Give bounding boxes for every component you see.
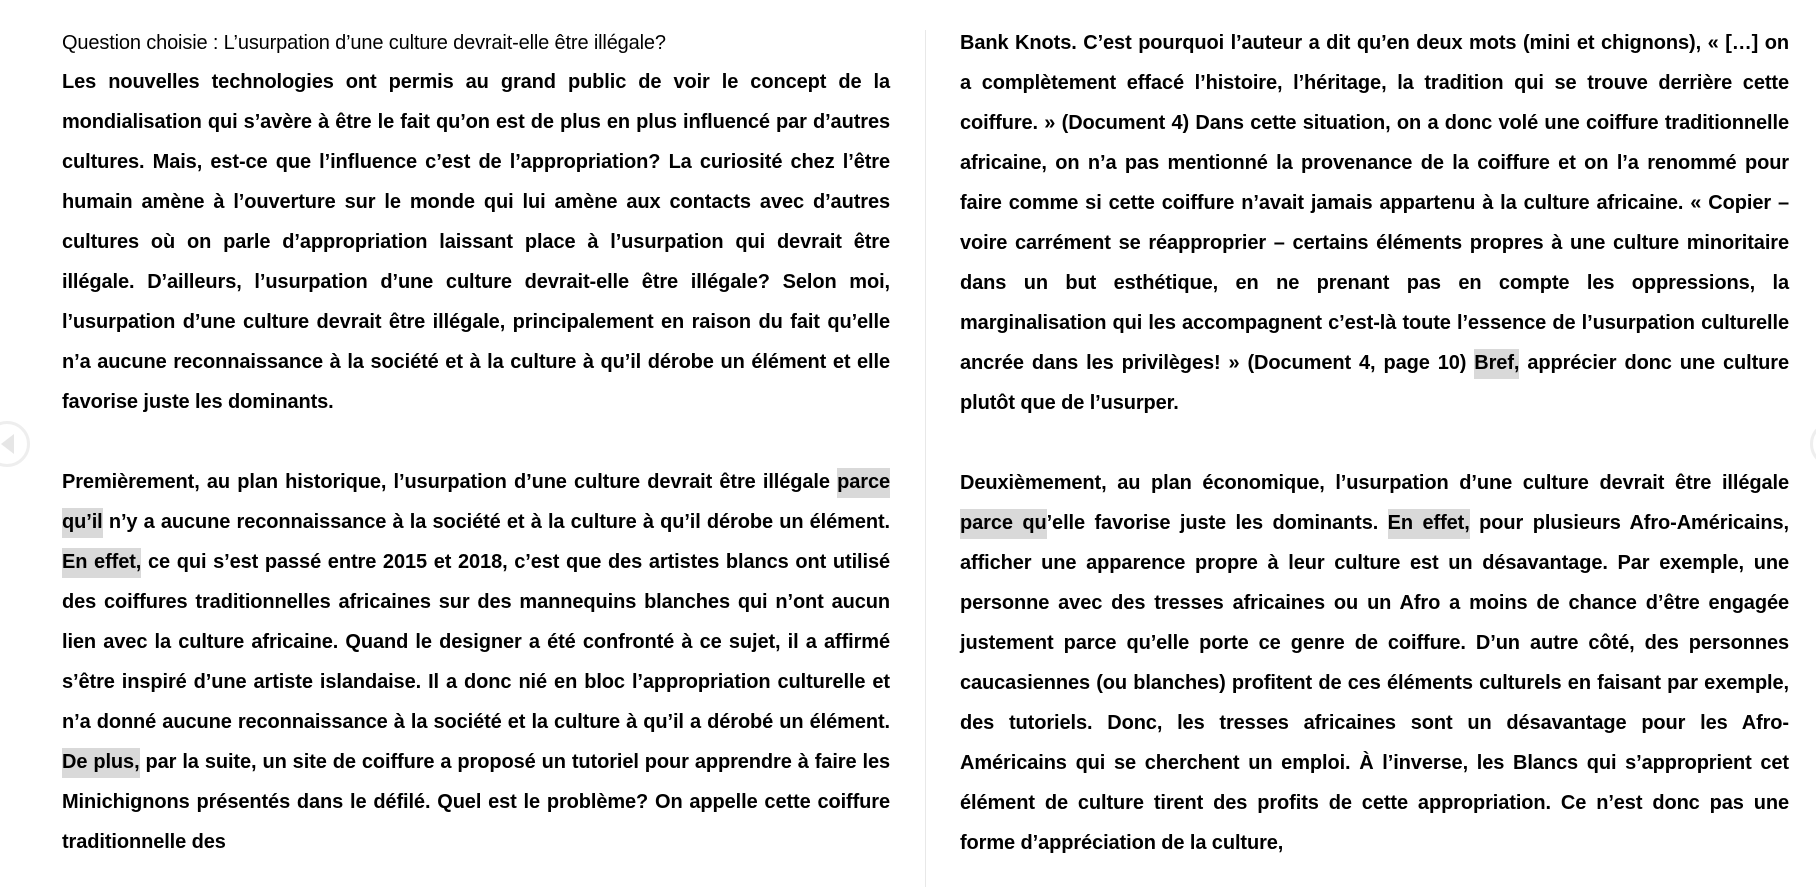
intro-paragraph (62, 62, 890, 422)
next-page-button[interactable] (1810, 421, 1816, 467)
highlighted-connector-phrase: De plus, (62, 748, 140, 778)
paragraph-text: Premièrement, au plan historique, l’usurpation d’une culture devrait être illégale (62, 471, 838, 493)
highlighted-connector-phrase: parce qu (960, 509, 1047, 539)
paragraph-text: Les nouvelles technologies ont permis au grand public de voir le concept de la mondialisation qui s’avère à être le fait qu’on est de plus en plus influencé par d’autres cultures. Mais, est-ce que l’influence c’est de l’appropriation? La curiosité chez l’être humain amène à l’ouverture sur le monde qui lui amène aux contacts avec d’autres cultures où on parle d’appropriation laissant place à l’usurpation qui devrait être illégale. D’ailleurs, l’usurpation d’une culture devrait-elle être illégale? Selon moi, l’usurpation d’une culture devrait être illégale, principalement en raison du fait qu’elle n’a aucune reconnaissance à la société et à la culture à qu’il dérobe un élément et elle favorise juste les dominants. (62, 71, 890, 413)
right-page (960, 28, 1789, 863)
page-gutter-divider (925, 30, 926, 887)
highlighted-connector-phrase: En effet, (1388, 509, 1470, 539)
first-argument-continuation-paragraph (960, 23, 1789, 423)
previous-page-button[interactable] (0, 421, 30, 467)
highlighted-connector-phrase: Bref, (1474, 349, 1519, 379)
paragraph-text: Deuxièmement, au plan économique, l’usurpation d’une culture devrait être illégale (960, 472, 1789, 494)
left-page (62, 28, 890, 862)
paragraph-text: par la suite, un site de coiffure a proposé un tutoriel pour apprendre à faire les Minichignons présentés dans le défilé. Quel est le problème? On appelle cette coiffure traditionnelle des (62, 751, 890, 853)
paragraph-text: pour plusieurs Afro-Américains, afficher une apparence propre à leur culture est un désavantage. Par exemple, une personne avec des tresses africaines ou un Afro a moins de chance d’être engagée justement parce qu’elle porte ce genre de coiffure. D’un autre côté, des personnes caucasiennes (ou blanches) profitent de ces éléments culturels en faisant par exemple, des tutoriels. Donc, les tresses africaines sont un désavantage pour les Afro-Américains qui se cherchent un emploi. À l’inverse, les Blancs qui s’approprient cet élément de culture tirent des profits de cette appropriation. Ce n’est donc pas une forme d’appréciation de la culture, (960, 512, 1790, 854)
second-argument-paragraph (960, 463, 1789, 863)
chosen-question: Question choisie : L’usurpation d’une culture devrait-elle être illégale? (62, 32, 666, 54)
highlighted-connector-phrase: En effet, (62, 548, 141, 578)
paragraph-text: Bank Knots. C’est pourquoi l’auteur a dit qu’en deux mots (mini et chignons), « […] on a complètement effacé l’histoire, l’héritage, la tradition qui se trouve derrière cette coiffure. » (Document 4) Dans cette situation, on a donc volé une coiffure traditionnelle africaine, on n’a pas mentionné la provenance de la coiffure et on l’a renommé pour faire comme si cette coiffure n’avait jamais appartenu à la culture africaine. « Copier – voire carrément se réapproprier – certains éléments propres à une culture minoritaire dans un but esthétique, en ne prenant pas en compte les oppressions, la marginalisation qui les accompagnent c’est-là toute l’essence de l’usurpation culturelle ancrée dans les privilèges! » (Document 4, page 10) (960, 32, 1789, 374)
paragraph-text: apprécier donc une culture plutôt que de l’usurper. (960, 352, 1789, 414)
paragraph-text: ce qui s’est passé entre 2015 et 2018, c’est que des artistes blancs ont utilisé des coiffures traditionnelles africaines sur des mannequins blanches qui n’ont aucun lien avec la culture africaine. Quand le designer a été confronté à ce sujet, il a affirmé s’être inspiré d’une artiste islandaise. Il a donc nié en bloc l’appropriation culturelle et n’a donné aucune reconnaissance à la société et la culture à qu’il a dérobé un élément. (62, 551, 890, 733)
paragraph-text: n’y a aucune reconnaissance à la société et à la culture à qu’il dérobe un élément. (102, 511, 890, 533)
highlighted-connector-phrase: parce qu’il (62, 468, 890, 538)
first-argument-paragraph (62, 462, 890, 862)
paragraph-text: ’elle favorise juste les dominants. (1046, 512, 1388, 534)
